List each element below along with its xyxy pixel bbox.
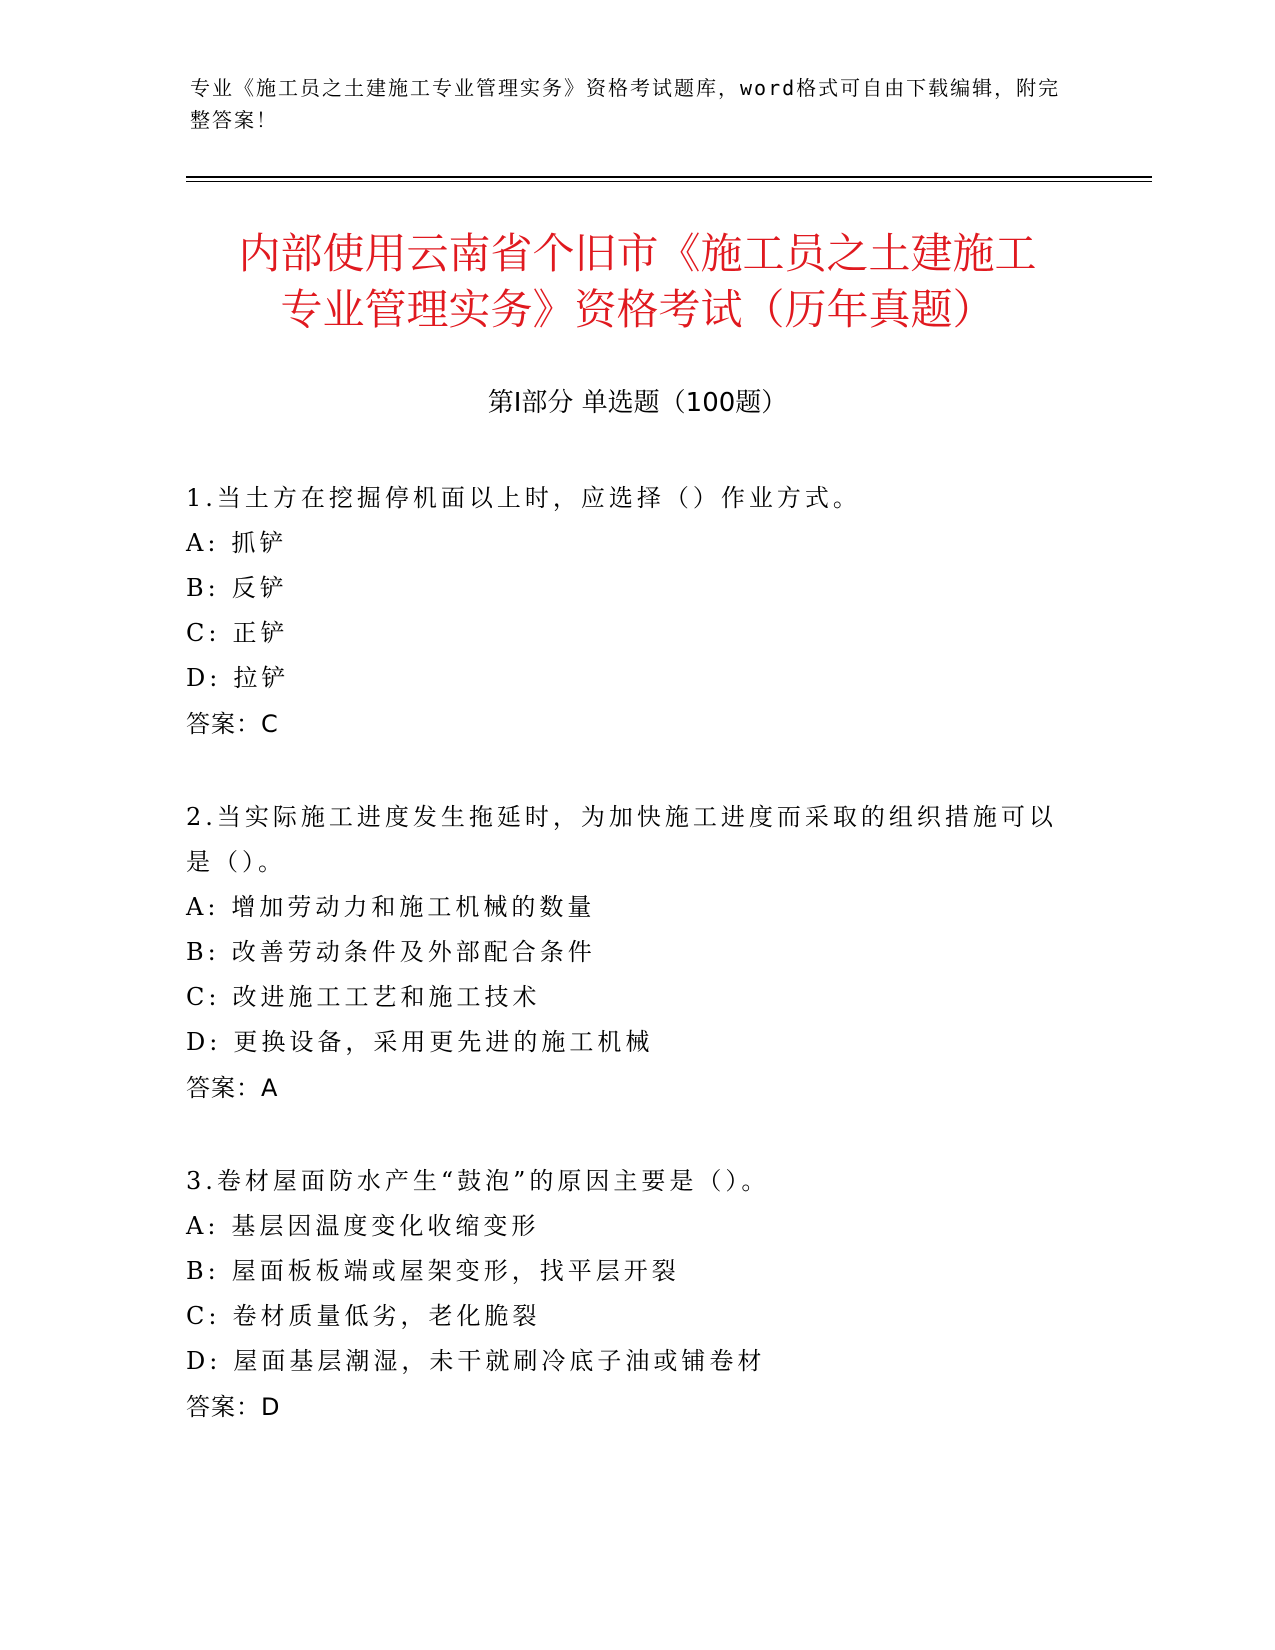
option-d	[186, 656, 1066, 701]
option-text: 更换设备，采用更先进的施工机械	[233, 1028, 654, 1056]
question-stem: 2.当实际施工进度发生拖延时，为加快施工进度而采取的组织措施可以是（）。	[186, 803, 1057, 876]
option-b	[186, 1249, 1066, 1294]
option-letter: A:	[186, 1212, 220, 1240]
option-d	[186, 1339, 1066, 1384]
question-stem: 3.卷材屋面防水产生“鼓泡”的原因主要是（）。	[186, 1167, 770, 1195]
header-note: 专业《施工员之土建施工专业管理实务》资格考试题库，word格式可自由下载编辑，附完整答案！	[190, 76, 1061, 132]
question-list	[186, 476, 1066, 1478]
option-c	[186, 975, 1066, 1020]
option-text: 拉铲	[233, 664, 290, 692]
option-text: 屋面板板端或屋架变形，找平层开裂	[231, 1257, 680, 1285]
question-3	[186, 1159, 1066, 1430]
option-letter: D:	[186, 664, 222, 692]
option-text: 抓铲	[231, 529, 288, 557]
answer-label: 答案：	[186, 1074, 261, 1102]
option-letter: D:	[186, 1347, 222, 1375]
option-text: 改进施工工艺和施工技术	[232, 983, 541, 1011]
answer-value: D	[261, 1393, 280, 1421]
header-divider-thick	[186, 176, 1152, 178]
document-title	[140, 226, 1135, 338]
option-letter: C:	[186, 619, 221, 647]
option-c	[186, 611, 1066, 656]
answer-line	[186, 701, 1066, 747]
question-2	[186, 795, 1066, 1111]
option-letter: D:	[186, 1028, 222, 1056]
header-divider-thin	[186, 181, 1152, 182]
document-title-line-2: 专业管理实务》资格考试（历年真题）	[280, 285, 995, 334]
option-text: 改善劳动条件及外部配合条件	[231, 938, 596, 966]
section-heading: 第Ⅰ部分 单选题（100题）	[487, 388, 788, 418]
option-letter: A:	[186, 529, 220, 557]
option-letter: B:	[186, 1257, 220, 1285]
option-letter: A:	[186, 893, 220, 921]
answer-label: 答案：	[186, 1393, 261, 1421]
option-text: 屋面基层潮湿，未干就刷冷底子油或铺卷材	[233, 1347, 766, 1375]
option-b	[186, 566, 1066, 611]
option-c	[186, 1294, 1066, 1339]
option-letter: C:	[186, 983, 221, 1011]
option-letter: C:	[186, 1302, 221, 1330]
option-letter: B:	[186, 938, 220, 966]
answer-value: C	[261, 710, 278, 738]
option-text: 基层因温度变化收缩变形	[231, 1212, 540, 1240]
option-a	[186, 1204, 1066, 1249]
option-letter: B:	[186, 574, 220, 602]
option-b	[186, 930, 1066, 975]
answer-line	[186, 1384, 1066, 1430]
option-text: 反铲	[231, 574, 288, 602]
option-text: 正铲	[232, 619, 289, 647]
question-1	[186, 476, 1066, 747]
document-title-line-1: 内部使用云南省个旧市《施工员之土建施工	[238, 229, 1037, 278]
question-stem: 1.当土方在挖掘停机面以上时，应选择（）作业方式。	[186, 484, 861, 512]
answer-label: 答案：	[186, 710, 261, 738]
option-a	[186, 885, 1066, 930]
option-text: 增加劳动力和施工机械的数量	[231, 893, 596, 921]
option-a	[186, 521, 1066, 566]
option-d	[186, 1020, 1066, 1065]
answer-value: A	[261, 1074, 278, 1102]
option-text: 卷材质量低劣，老化脆裂	[232, 1302, 541, 1330]
answer-line	[186, 1065, 1066, 1111]
